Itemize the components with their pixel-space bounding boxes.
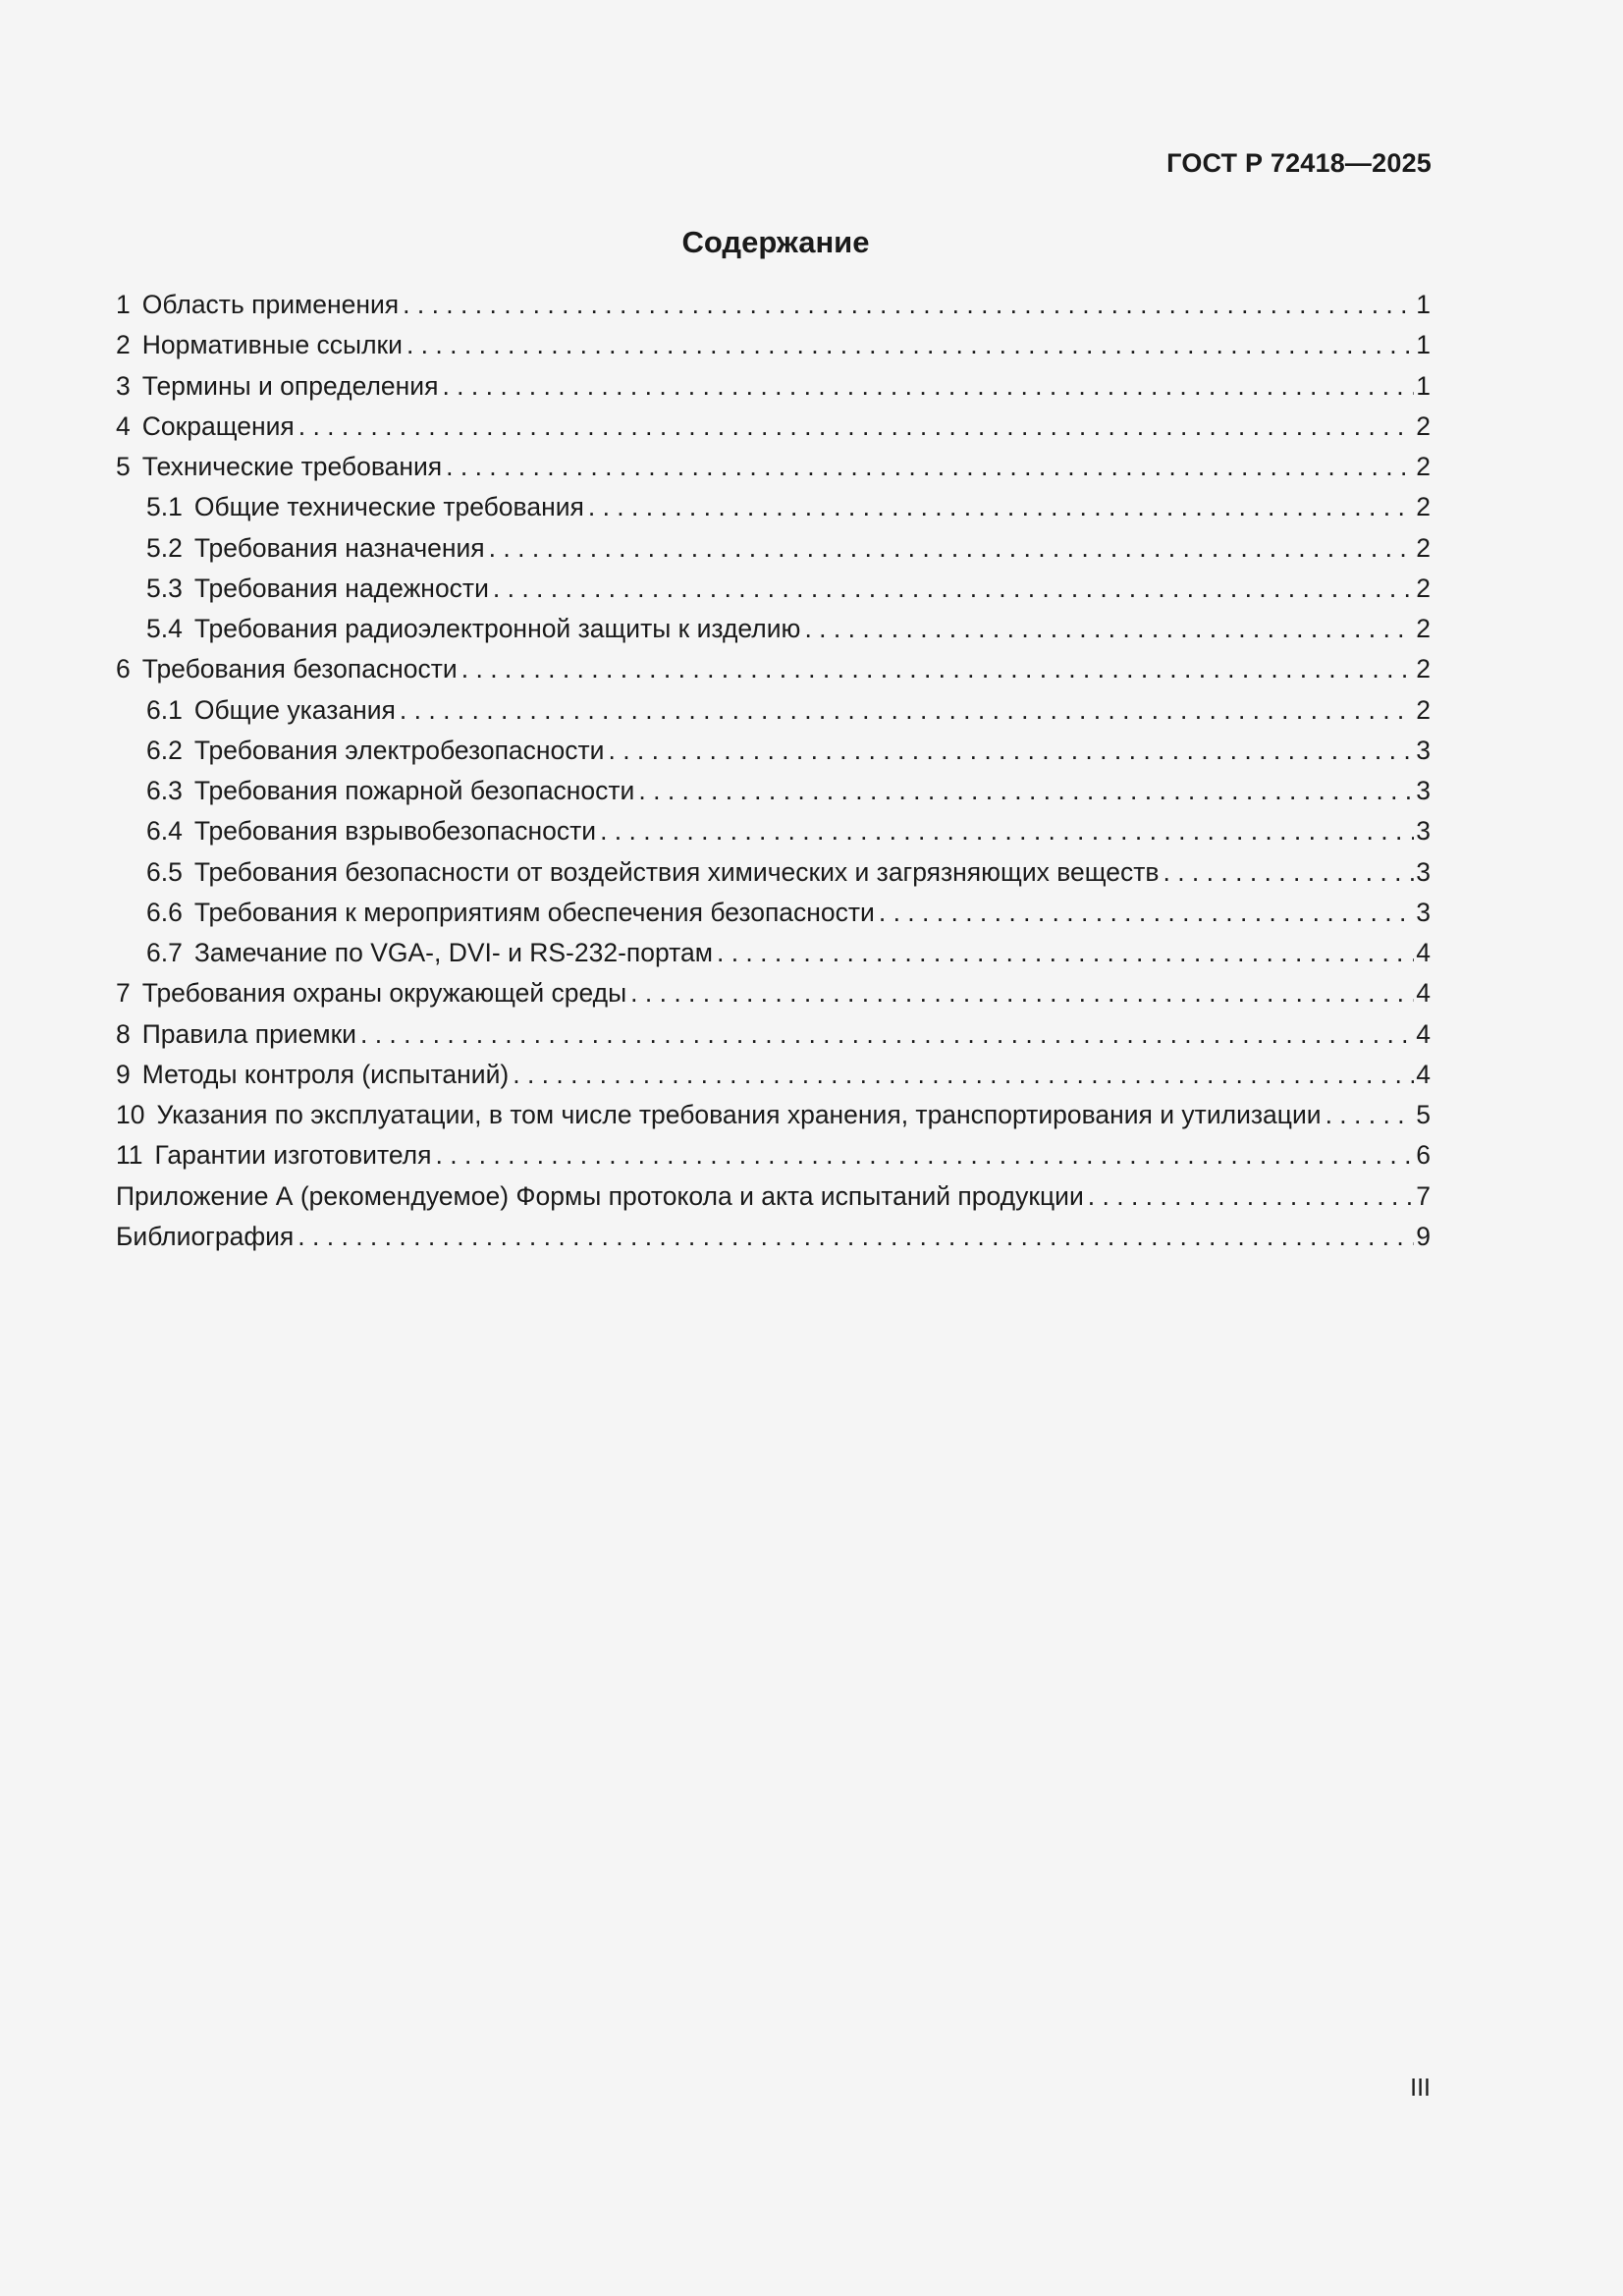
toc-entry-title: Требования назначения: [193, 532, 485, 563]
toc-entry-title: Библиография: [116, 1221, 295, 1251]
toc-entry[interactable]: [116, 1217, 1431, 1257]
toc-leader-dots: [1088, 1176, 1414, 1217]
toc-leader-dots: [1163, 852, 1414, 893]
toc-entry-page: 2: [1416, 654, 1431, 684]
toc-entry-title: Требования охраны окружающей среды: [141, 978, 627, 1009]
toc-entry-title: Гарантии изготовителя: [154, 1140, 432, 1171]
toc-title: Содержание: [681, 225, 870, 259]
toc-entry-number: 7: [116, 978, 131, 1009]
toc-entry[interactable]: [116, 933, 1431, 973]
toc-entry-number: 6.5: [146, 856, 183, 887]
toc-entry-number: 3: [116, 370, 131, 401]
toc-entry-page: 3: [1416, 776, 1431, 805]
toc-entry-number: 4: [116, 410, 131, 441]
toc-entry-title: Общие указания: [193, 694, 396, 725]
toc-entry[interactable]: [116, 973, 1431, 1013]
toc-entry-title: Требования радиоэлектронной защиты к изделию: [193, 614, 801, 643]
toc-entry-title: Требования надежности: [193, 573, 489, 603]
toc-entry[interactable]: [116, 811, 1431, 851]
toc-entry[interactable]: [116, 407, 1431, 447]
toc-leader-dots: [1325, 1095, 1415, 1135]
table-of-contents: [116, 285, 1431, 1257]
toc-entry-page: 2: [1416, 532, 1431, 563]
toc-entry-number: 6.3: [146, 776, 183, 805]
toc-entry-title: Требования взрывобезопасности: [193, 816, 597, 847]
toc-entry-number: 5.2: [146, 532, 183, 563]
toc-leader-dots: [879, 893, 1414, 933]
toc-leader-dots: [638, 771, 1414, 811]
toc-entry-title: Методы контроля (испытаний): [141, 1059, 510, 1089]
toc-entry-title: Требования электробезопасности: [193, 735, 605, 765]
toc-entry-title: Технические требования: [141, 452, 443, 481]
toc-leader-dots: [804, 609, 1414, 649]
page-number: III: [1410, 2074, 1431, 2102]
toc-entry-page: 2: [1416, 573, 1431, 603]
toc-entry[interactable]: [116, 852, 1431, 893]
toc-entry-title: Замечание по VGA-, DVI- и RS-232-портам: [193, 938, 713, 967]
toc-entry-number: 6.7: [146, 938, 183, 967]
toc-entry-page: 2: [1416, 614, 1431, 643]
toc-entry-number: 5.1: [146, 492, 183, 522]
toc-entry-page: 2: [1416, 694, 1431, 725]
toc-entry[interactable]: [116, 569, 1431, 609]
toc-leader-dots: [436, 1135, 1415, 1175]
toc-entry[interactable]: [116, 325, 1431, 365]
toc-entry-page: 4: [1416, 1059, 1431, 1089]
toc-entry-number: 10: [116, 1100, 145, 1129]
toc-entry-number: 11: [116, 1140, 143, 1171]
toc-entry[interactable]: [116, 609, 1431, 649]
toc-entry-page: 9: [1416, 1221, 1431, 1251]
toc-entry-number: 5.3: [146, 573, 183, 603]
toc-leader-dots: [400, 690, 1414, 731]
toc-leader-dots: [442, 366, 1414, 407]
toc-entry-title: Общие технические требования: [193, 492, 584, 522]
toc-leader-dots: [600, 811, 1414, 851]
toc-entry-page: 5: [1416, 1100, 1431, 1129]
toc-leader-dots: [446, 447, 1414, 487]
toc-entry[interactable]: [116, 649, 1431, 689]
toc-entry-page: 7: [1416, 1180, 1431, 1211]
toc-entry-page: 1: [1416, 290, 1431, 319]
toc-entry-page: 3: [1416, 856, 1431, 887]
document-code: ГОСТ Р 72418—2025: [1166, 148, 1432, 178]
toc-entry-page: 6: [1416, 1140, 1431, 1171]
toc-entry-page: 1: [1416, 330, 1431, 360]
toc-entry[interactable]: [116, 893, 1431, 933]
toc-leader-dots: [630, 973, 1414, 1013]
toc-entry[interactable]: [116, 771, 1431, 811]
toc-entry-page: 2: [1416, 492, 1431, 522]
toc-entry-page: 3: [1416, 897, 1431, 927]
toc-entry-title: Требования безопасности: [141, 654, 458, 684]
toc-entry-page: 4: [1416, 1018, 1431, 1049]
toc-entry-title: Сокращения: [141, 410, 295, 441]
toc-entry[interactable]: [116, 528, 1431, 569]
toc-entry-title: Указания по эксплуатации, в том числе требования хранения, транспортирования и утилизации: [156, 1100, 1322, 1129]
toc-entry-page: 3: [1416, 816, 1431, 847]
toc-entry[interactable]: [116, 285, 1431, 325]
toc-entry-number: 9: [116, 1059, 131, 1089]
toc-entry-number: 8: [116, 1018, 131, 1049]
toc-entry-number: 6.6: [146, 897, 183, 927]
toc-leader-dots: [461, 649, 1415, 689]
toc-entry[interactable]: [116, 487, 1431, 527]
toc-entry-page: 2: [1416, 452, 1431, 481]
toc-leader-dots: [298, 1217, 1414, 1257]
toc-entry-title: Термины и определения: [141, 370, 439, 401]
toc-leader-dots: [588, 487, 1414, 527]
toc-entry[interactable]: [116, 366, 1431, 407]
toc-entry[interactable]: [116, 1135, 1431, 1175]
toc-entry[interactable]: [116, 731, 1431, 771]
toc-entry-page: 4: [1416, 938, 1431, 967]
toc-entry[interactable]: [116, 690, 1431, 731]
toc-entry-number: 6.4: [146, 816, 183, 847]
toc-leader-dots: [298, 407, 1415, 447]
toc-entry[interactable]: [116, 1014, 1431, 1055]
toc-entry-number: 1: [116, 290, 131, 319]
toc-leader-dots: [489, 528, 1415, 569]
toc-leader-dots: [406, 325, 1414, 365]
toc-leader-dots: [717, 933, 1414, 973]
toc-entry-title: Нормативные ссылки: [141, 330, 403, 360]
toc-entry-number: 6: [116, 654, 131, 684]
toc-entry-title: Область применения: [141, 290, 400, 319]
toc-entry[interactable]: [116, 447, 1431, 487]
toc-entry[interactable]: [116, 1095, 1431, 1135]
toc-entry-page: 1: [1416, 370, 1431, 401]
toc-entry-title: Требования пожарной безопасности: [193, 776, 635, 805]
toc-entry-number: 6.1: [146, 694, 183, 725]
toc-leader-dots: [360, 1014, 1414, 1055]
toc-entry-page: 2: [1416, 410, 1431, 441]
toc-entry-number: 6.2: [146, 735, 183, 765]
toc-leader-dots: [493, 569, 1414, 609]
toc-entry[interactable]: [116, 1055, 1431, 1095]
toc-entry-number: 2: [116, 330, 131, 360]
toc-entry-page: 4: [1416, 978, 1431, 1009]
toc-entry-title: Требования безопасности от воздействия химических и загрязняющих веществ: [193, 856, 1160, 887]
toc-leader-dots: [403, 285, 1414, 325]
toc-entry[interactable]: [116, 1176, 1431, 1217]
toc-entry-number: 5: [116, 452, 131, 481]
toc-leader-dots: [608, 731, 1414, 771]
toc-leader-dots: [513, 1055, 1414, 1095]
toc-entry-title: Требования к мероприятиям обеспечения безопасности: [193, 897, 875, 927]
toc-entry-title: Приложение А (рекомендуемое) Формы протокола и акта испытаний продукции: [116, 1180, 1084, 1211]
toc-entry-title: Правила приемки: [141, 1018, 356, 1049]
toc-entry-page: 3: [1416, 735, 1431, 765]
toc-entry-number: 5.4: [146, 614, 183, 643]
